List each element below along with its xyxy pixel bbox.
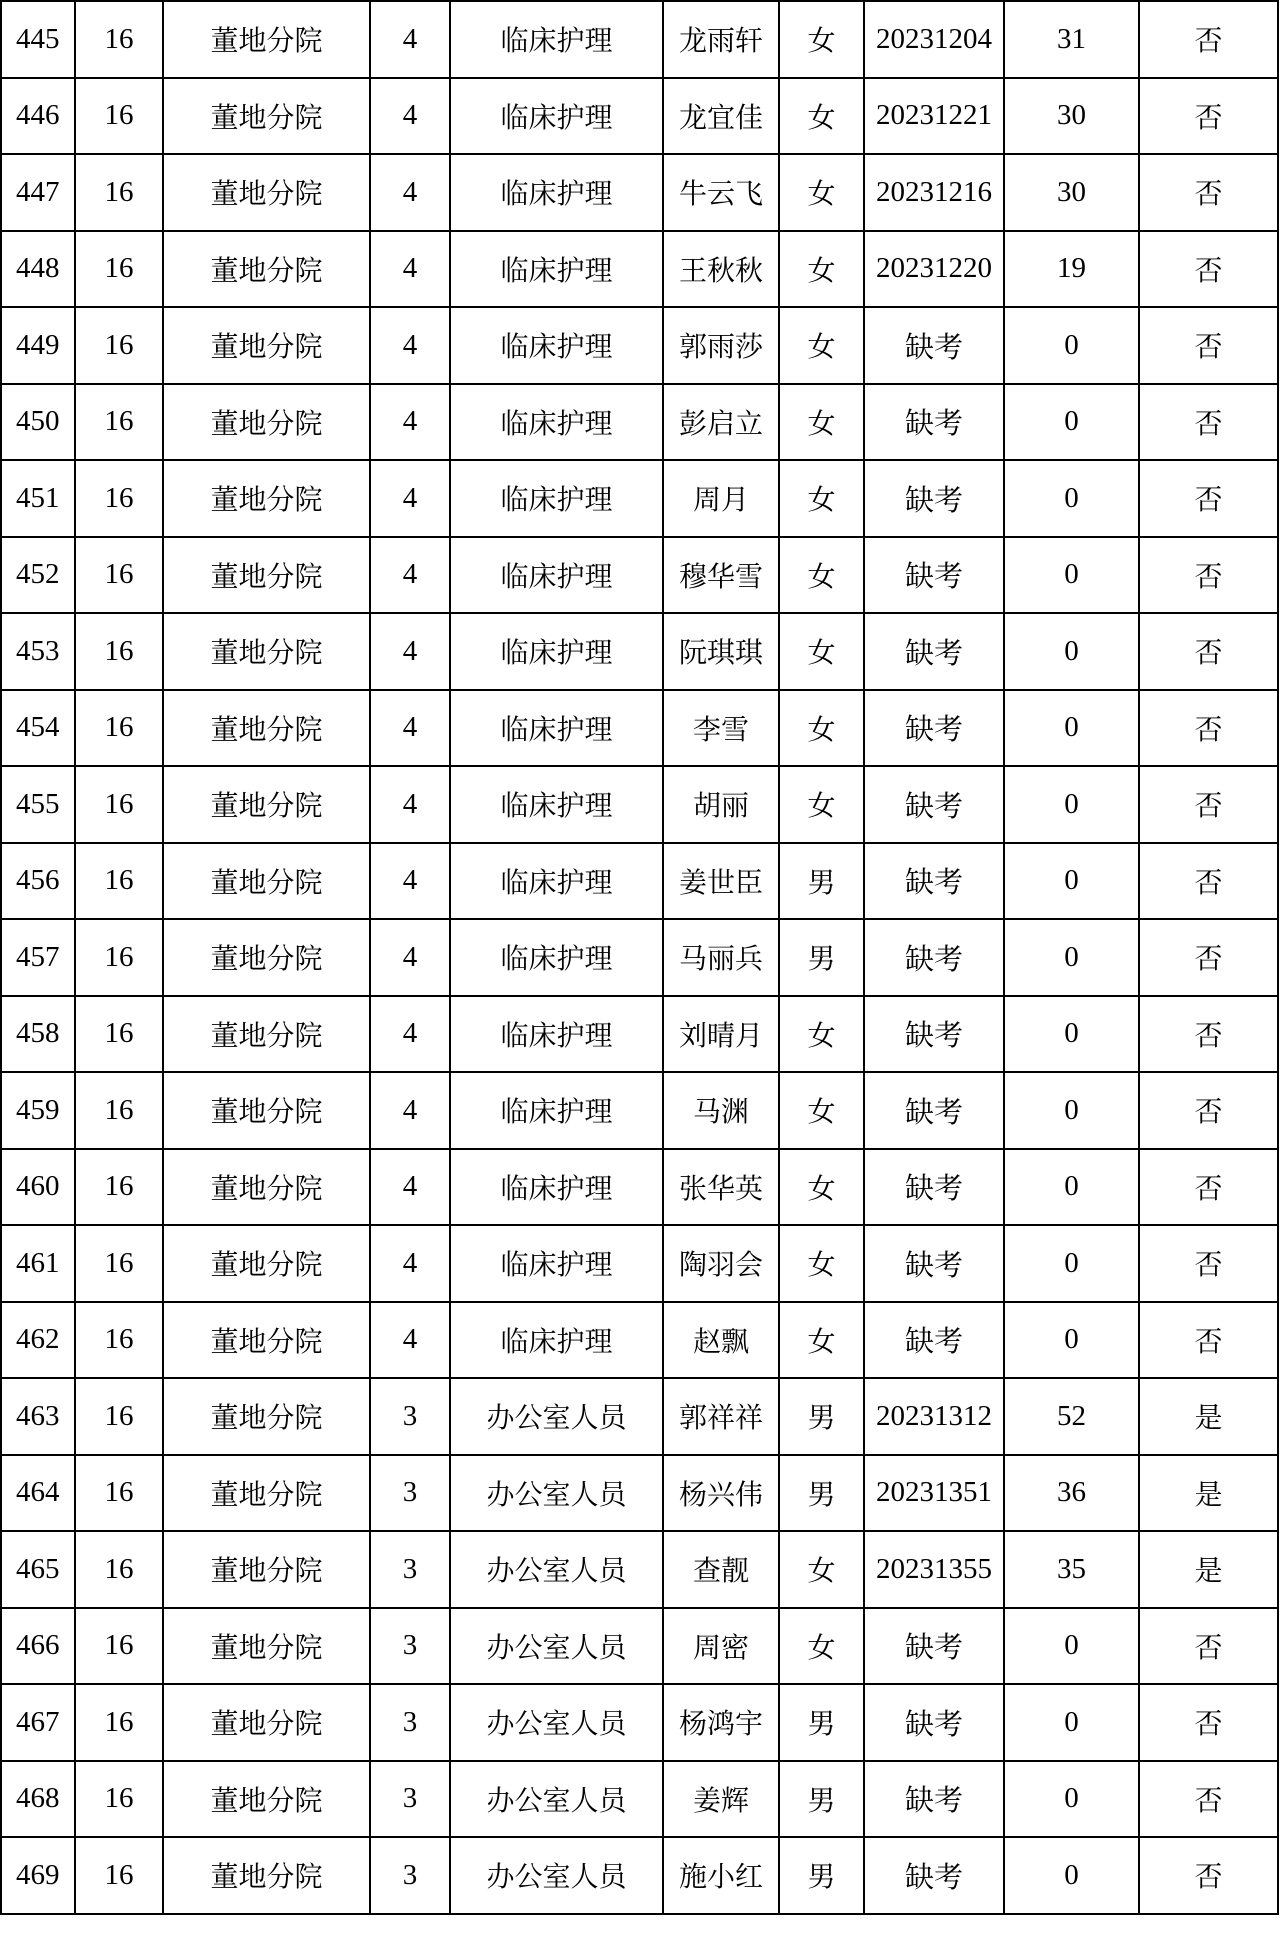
interview-cell: 否 xyxy=(1139,1684,1278,1761)
quota-cell: 4 xyxy=(370,154,450,231)
quota-cell: 3 xyxy=(370,1455,450,1532)
group-cell: 16 xyxy=(75,537,163,614)
group-cell: 16 xyxy=(75,307,163,384)
gender-cell: 男 xyxy=(779,1761,864,1838)
score-cell: 52 xyxy=(1004,1378,1139,1455)
quota-cell: 4 xyxy=(370,1072,450,1149)
score-cell: 0 xyxy=(1004,996,1139,1073)
group-cell: 16 xyxy=(75,843,163,920)
table-row xyxy=(1,78,1278,155)
group-cell: 16 xyxy=(75,690,163,767)
position-cell: 办公室人员 xyxy=(450,1608,663,1685)
seq-cell: 463 xyxy=(1,1378,75,1455)
seq-cell: 448 xyxy=(1,231,75,308)
seq-cell: 459 xyxy=(1,1072,75,1149)
interview-cell: 否 xyxy=(1139,231,1278,308)
gender-cell: 女 xyxy=(779,537,864,614)
seq-cell: 467 xyxy=(1,1684,75,1761)
interview-cell: 否 xyxy=(1139,690,1278,767)
name-cell: 陶羽会 xyxy=(663,1225,779,1302)
gender-cell: 女 xyxy=(779,1,864,78)
interview-cell: 否 xyxy=(1139,384,1278,461)
group-cell: 16 xyxy=(75,996,163,1073)
ticket-cell: 20231216 xyxy=(864,154,1004,231)
ticket-cell: 缺考 xyxy=(864,766,1004,843)
seq-cell: 447 xyxy=(1,154,75,231)
branch-cell: 董地分院 xyxy=(163,843,370,920)
quota-cell: 4 xyxy=(370,231,450,308)
ticket-cell: 缺考 xyxy=(864,307,1004,384)
group-cell: 16 xyxy=(75,1761,163,1838)
ticket-cell: 缺考 xyxy=(864,1608,1004,1685)
interview-cell: 否 xyxy=(1139,78,1278,155)
quota-cell: 4 xyxy=(370,307,450,384)
branch-cell: 董地分院 xyxy=(163,766,370,843)
quota-cell: 3 xyxy=(370,1608,450,1685)
seq-cell: 445 xyxy=(1,1,75,78)
gender-cell: 女 xyxy=(779,307,864,384)
score-cell: 0 xyxy=(1004,537,1139,614)
score-cell: 19 xyxy=(1004,231,1139,308)
branch-cell: 董地分院 xyxy=(163,1072,370,1149)
position-cell: 办公室人员 xyxy=(450,1761,663,1838)
group-cell: 16 xyxy=(75,154,163,231)
quota-cell: 3 xyxy=(370,1531,450,1608)
gender-cell: 男 xyxy=(779,1378,864,1455)
table-body xyxy=(1,1,1278,1914)
score-cell: 0 xyxy=(1004,1072,1139,1149)
position-cell: 临床护理 xyxy=(450,1302,663,1379)
gender-cell: 女 xyxy=(779,1531,864,1608)
name-cell: 牛云飞 xyxy=(663,154,779,231)
ticket-cell: 20231355 xyxy=(864,1531,1004,1608)
ticket-cell: 缺考 xyxy=(864,613,1004,690)
position-cell: 临床护理 xyxy=(450,843,663,920)
ticket-cell: 缺考 xyxy=(864,843,1004,920)
name-cell: 杨兴伟 xyxy=(663,1455,779,1532)
group-cell: 16 xyxy=(75,460,163,537)
quota-cell: 4 xyxy=(370,537,450,614)
table-row xyxy=(1,1225,1278,1302)
group-cell: 16 xyxy=(75,1225,163,1302)
quota-cell: 4 xyxy=(370,843,450,920)
seq-cell: 458 xyxy=(1,996,75,1073)
ticket-cell: 20231204 xyxy=(864,1,1004,78)
name-cell: 马丽兵 xyxy=(663,919,779,996)
position-cell: 临床护理 xyxy=(450,919,663,996)
table-row xyxy=(1,690,1278,767)
position-cell: 临床护理 xyxy=(450,1149,663,1226)
ticket-cell: 缺考 xyxy=(864,1225,1004,1302)
table-row xyxy=(1,384,1278,461)
gender-cell: 女 xyxy=(779,1302,864,1379)
gender-cell: 男 xyxy=(779,1837,864,1914)
quota-cell: 4 xyxy=(370,1,450,78)
seq-cell: 446 xyxy=(1,78,75,155)
table-row xyxy=(1,613,1278,690)
gender-cell: 女 xyxy=(779,766,864,843)
score-cell: 0 xyxy=(1004,766,1139,843)
ticket-cell: 20231220 xyxy=(864,231,1004,308)
score-cell: 0 xyxy=(1004,690,1139,767)
ticket-cell: 缺考 xyxy=(864,537,1004,614)
table-row xyxy=(1,843,1278,920)
ticket-cell: 缺考 xyxy=(864,1149,1004,1226)
seq-cell: 450 xyxy=(1,384,75,461)
branch-cell: 董地分院 xyxy=(163,1684,370,1761)
group-cell: 16 xyxy=(75,766,163,843)
gender-cell: 女 xyxy=(779,1149,864,1226)
position-cell: 临床护理 xyxy=(450,231,663,308)
ticket-cell: 缺考 xyxy=(864,1761,1004,1838)
position-cell: 临床护理 xyxy=(450,1072,663,1149)
branch-cell: 董地分院 xyxy=(163,1837,370,1914)
group-cell: 16 xyxy=(75,1,163,78)
name-cell: 王秋秋 xyxy=(663,231,779,308)
gender-cell: 女 xyxy=(779,1225,864,1302)
table-row xyxy=(1,231,1278,308)
interview-cell: 否 xyxy=(1139,1072,1278,1149)
interview-cell: 是 xyxy=(1139,1378,1278,1455)
position-cell: 临床护理 xyxy=(450,690,663,767)
branch-cell: 董地分院 xyxy=(163,1225,370,1302)
branch-cell: 董地分院 xyxy=(163,1531,370,1608)
position-cell: 临床护理 xyxy=(450,766,663,843)
interview-cell: 否 xyxy=(1139,537,1278,614)
branch-cell: 董地分院 xyxy=(163,231,370,308)
name-cell: 龙雨轩 xyxy=(663,1,779,78)
name-cell: 阮琪琪 xyxy=(663,613,779,690)
interview-cell: 否 xyxy=(1139,1837,1278,1914)
name-cell: 郭雨莎 xyxy=(663,307,779,384)
seq-cell: 452 xyxy=(1,537,75,614)
name-cell: 龙宜佳 xyxy=(663,78,779,155)
gender-cell: 女 xyxy=(779,613,864,690)
quota-cell: 4 xyxy=(370,919,450,996)
interview-cell: 否 xyxy=(1139,843,1278,920)
table-row xyxy=(1,1,1278,78)
seq-cell: 469 xyxy=(1,1837,75,1914)
seq-cell: 449 xyxy=(1,307,75,384)
name-cell: 赵飘 xyxy=(663,1302,779,1379)
ticket-cell: 20231312 xyxy=(864,1378,1004,1455)
table-row xyxy=(1,1684,1278,1761)
branch-cell: 董地分院 xyxy=(163,537,370,614)
branch-cell: 董地分院 xyxy=(163,78,370,155)
quota-cell: 3 xyxy=(370,1684,450,1761)
ticket-cell: 缺考 xyxy=(864,384,1004,461)
name-cell: 施小红 xyxy=(663,1837,779,1914)
quota-cell: 4 xyxy=(370,460,450,537)
score-cell: 0 xyxy=(1004,1149,1139,1226)
position-cell: 临床护理 xyxy=(450,996,663,1073)
interview-cell: 否 xyxy=(1139,307,1278,384)
quota-cell: 4 xyxy=(370,78,450,155)
position-cell: 临床护理 xyxy=(450,613,663,690)
ticket-cell: 20231221 xyxy=(864,78,1004,155)
seq-cell: 464 xyxy=(1,1455,75,1532)
table-row xyxy=(1,1608,1278,1685)
table-row xyxy=(1,766,1278,843)
group-cell: 16 xyxy=(75,1378,163,1455)
group-cell: 16 xyxy=(75,613,163,690)
ticket-cell: 缺考 xyxy=(864,690,1004,767)
branch-cell: 董地分院 xyxy=(163,1378,370,1455)
seq-cell: 454 xyxy=(1,690,75,767)
table-row xyxy=(1,919,1278,996)
branch-cell: 董地分院 xyxy=(163,1761,370,1838)
table-row xyxy=(1,1531,1278,1608)
ticket-cell: 缺考 xyxy=(864,460,1004,537)
group-cell: 16 xyxy=(75,384,163,461)
position-cell: 临床护理 xyxy=(450,384,663,461)
seq-cell: 453 xyxy=(1,613,75,690)
position-cell: 办公室人员 xyxy=(450,1455,663,1532)
name-cell: 查靓 xyxy=(663,1531,779,1608)
quota-cell: 3 xyxy=(370,1837,450,1914)
score-cell: 31 xyxy=(1004,1,1139,78)
position-cell: 临床护理 xyxy=(450,154,663,231)
name-cell: 姜世臣 xyxy=(663,843,779,920)
ticket-cell: 缺考 xyxy=(864,996,1004,1073)
quota-cell: 3 xyxy=(370,1378,450,1455)
table-row xyxy=(1,460,1278,537)
table-row xyxy=(1,1302,1278,1379)
branch-cell: 董地分院 xyxy=(163,996,370,1073)
branch-cell: 董地分院 xyxy=(163,1608,370,1685)
group-cell: 16 xyxy=(75,1072,163,1149)
interview-cell: 否 xyxy=(1139,766,1278,843)
group-cell: 16 xyxy=(75,78,163,155)
position-cell: 办公室人员 xyxy=(450,1837,663,1914)
quota-cell: 4 xyxy=(370,613,450,690)
position-cell: 临床护理 xyxy=(450,307,663,384)
name-cell: 穆华雪 xyxy=(663,537,779,614)
ticket-cell: 20231351 xyxy=(864,1455,1004,1532)
interview-cell: 否 xyxy=(1139,1608,1278,1685)
score-cell: 0 xyxy=(1004,843,1139,920)
score-cell: 0 xyxy=(1004,1684,1139,1761)
group-cell: 16 xyxy=(75,1684,163,1761)
group-cell: 16 xyxy=(75,231,163,308)
quota-cell: 4 xyxy=(370,1149,450,1226)
name-cell: 杨鸿宇 xyxy=(663,1684,779,1761)
score-cell: 35 xyxy=(1004,1531,1139,1608)
table-row xyxy=(1,1455,1278,1532)
group-cell: 16 xyxy=(75,1608,163,1685)
gender-cell: 女 xyxy=(779,154,864,231)
gender-cell: 女 xyxy=(779,690,864,767)
interview-cell: 否 xyxy=(1139,1,1278,78)
seq-cell: 451 xyxy=(1,460,75,537)
quota-cell: 4 xyxy=(370,996,450,1073)
branch-cell: 董地分院 xyxy=(163,1149,370,1226)
gender-cell: 女 xyxy=(779,996,864,1073)
table-row xyxy=(1,154,1278,231)
seq-cell: 465 xyxy=(1,1531,75,1608)
interview-cell: 否 xyxy=(1139,154,1278,231)
position-cell: 办公室人员 xyxy=(450,1531,663,1608)
table-row xyxy=(1,1378,1278,1455)
seq-cell: 456 xyxy=(1,843,75,920)
interview-cell: 否 xyxy=(1139,1149,1278,1226)
quota-cell: 3 xyxy=(370,1761,450,1838)
group-cell: 16 xyxy=(75,1455,163,1532)
table-row xyxy=(1,307,1278,384)
interview-cell: 否 xyxy=(1139,1225,1278,1302)
position-cell: 临床护理 xyxy=(450,78,663,155)
score-cell: 0 xyxy=(1004,1608,1139,1685)
position-cell: 临床护理 xyxy=(450,460,663,537)
score-cell: 0 xyxy=(1004,460,1139,537)
seq-cell: 468 xyxy=(1,1761,75,1838)
position-cell: 临床护理 xyxy=(450,1,663,78)
score-cell: 30 xyxy=(1004,78,1139,155)
ticket-cell: 缺考 xyxy=(864,1684,1004,1761)
table-row xyxy=(1,537,1278,614)
interview-cell: 否 xyxy=(1139,919,1278,996)
score-cell: 0 xyxy=(1004,384,1139,461)
ticket-cell: 缺考 xyxy=(864,919,1004,996)
interview-cell: 否 xyxy=(1139,460,1278,537)
quota-cell: 4 xyxy=(370,690,450,767)
score-cell: 0 xyxy=(1004,1302,1139,1379)
seq-cell: 461 xyxy=(1,1225,75,1302)
branch-cell: 董地分院 xyxy=(163,690,370,767)
interview-cell: 否 xyxy=(1139,996,1278,1073)
table-row xyxy=(1,1761,1278,1838)
table-row xyxy=(1,1837,1278,1914)
branch-cell: 董地分院 xyxy=(163,460,370,537)
group-cell: 16 xyxy=(75,1837,163,1914)
score-cell: 0 xyxy=(1004,613,1139,690)
branch-cell: 董地分院 xyxy=(163,154,370,231)
seq-cell: 466 xyxy=(1,1608,75,1685)
branch-cell: 董地分院 xyxy=(163,919,370,996)
group-cell: 16 xyxy=(75,1531,163,1608)
interview-cell: 否 xyxy=(1139,1302,1278,1379)
name-cell: 马渊 xyxy=(663,1072,779,1149)
seq-cell: 455 xyxy=(1,766,75,843)
position-cell: 办公室人员 xyxy=(450,1684,663,1761)
interview-cell: 是 xyxy=(1139,1531,1278,1608)
score-cell: 36 xyxy=(1004,1455,1139,1532)
name-cell: 彭启立 xyxy=(663,384,779,461)
score-cell: 30 xyxy=(1004,154,1139,231)
interview-cell: 否 xyxy=(1139,1761,1278,1838)
gender-cell: 女 xyxy=(779,231,864,308)
gender-cell: 女 xyxy=(779,78,864,155)
ticket-cell: 缺考 xyxy=(864,1302,1004,1379)
score-cell: 0 xyxy=(1004,1225,1139,1302)
table-row xyxy=(1,996,1278,1073)
position-cell: 办公室人员 xyxy=(450,1378,663,1455)
name-cell: 李雪 xyxy=(663,690,779,767)
branch-cell: 董地分院 xyxy=(163,384,370,461)
gender-cell: 女 xyxy=(779,460,864,537)
name-cell: 周月 xyxy=(663,460,779,537)
interview-cell: 是 xyxy=(1139,1455,1278,1532)
name-cell: 姜辉 xyxy=(663,1761,779,1838)
ticket-cell: 缺考 xyxy=(864,1837,1004,1914)
table-row xyxy=(1,1072,1278,1149)
gender-cell: 女 xyxy=(779,1072,864,1149)
quota-cell: 4 xyxy=(370,384,450,461)
name-cell: 张华英 xyxy=(663,1149,779,1226)
score-cell: 0 xyxy=(1004,1761,1139,1838)
ticket-cell: 缺考 xyxy=(864,1072,1004,1149)
branch-cell: 董地分院 xyxy=(163,1455,370,1532)
branch-cell: 董地分院 xyxy=(163,307,370,384)
table-row xyxy=(1,1149,1278,1226)
gender-cell: 男 xyxy=(779,843,864,920)
branch-cell: 董地分院 xyxy=(163,613,370,690)
interview-cell: 否 xyxy=(1139,613,1278,690)
seq-cell: 457 xyxy=(1,919,75,996)
name-cell: 刘晴月 xyxy=(663,996,779,1073)
name-cell: 胡丽 xyxy=(663,766,779,843)
score-cell: 0 xyxy=(1004,1837,1139,1914)
name-cell: 周密 xyxy=(663,1608,779,1685)
branch-cell: 董地分院 xyxy=(163,1302,370,1379)
gender-cell: 女 xyxy=(779,1608,864,1685)
seq-cell: 462 xyxy=(1,1302,75,1379)
gender-cell: 男 xyxy=(779,919,864,996)
group-cell: 16 xyxy=(75,919,163,996)
quota-cell: 4 xyxy=(370,766,450,843)
quota-cell: 4 xyxy=(370,1302,450,1379)
gender-cell: 女 xyxy=(779,384,864,461)
name-cell: 郭祥祥 xyxy=(663,1378,779,1455)
score-cell: 0 xyxy=(1004,919,1139,996)
score-cell: 0 xyxy=(1004,307,1139,384)
group-cell: 16 xyxy=(75,1302,163,1379)
seq-cell: 460 xyxy=(1,1149,75,1226)
quota-cell: 4 xyxy=(370,1225,450,1302)
position-cell: 临床护理 xyxy=(450,537,663,614)
gender-cell: 男 xyxy=(779,1455,864,1532)
branch-cell: 董地分院 xyxy=(163,1,370,78)
gender-cell: 男 xyxy=(779,1684,864,1761)
group-cell: 16 xyxy=(75,1149,163,1226)
position-cell: 临床护理 xyxy=(450,1225,663,1302)
